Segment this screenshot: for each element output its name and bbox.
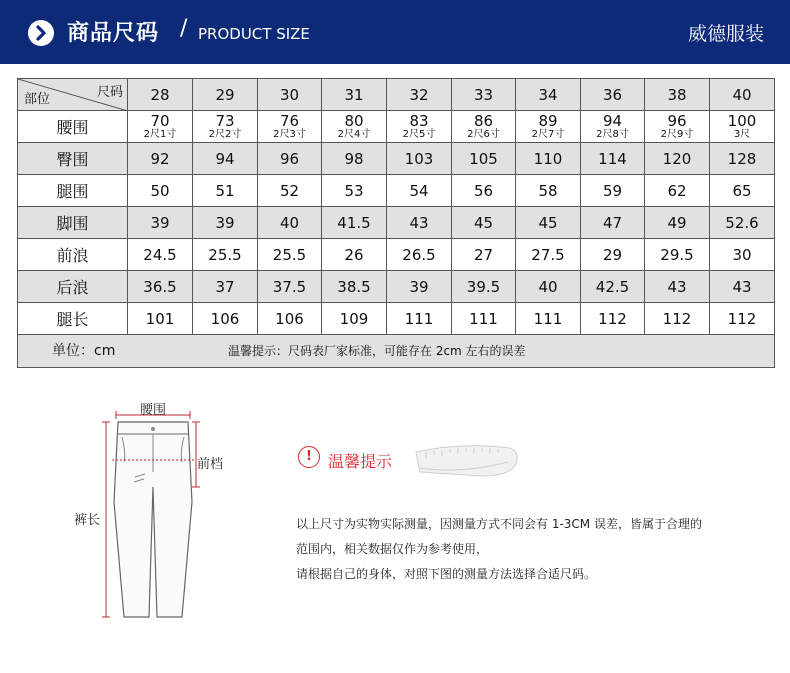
waist-cm-value: 73 xyxy=(215,111,235,130)
size-header-cell: 28 xyxy=(128,79,193,111)
table-cell: 27.5 xyxy=(516,239,581,271)
corner-size-label: 尺码 xyxy=(96,85,123,100)
table-cell: 50 xyxy=(128,175,193,207)
table-cell: 45 xyxy=(516,207,581,239)
section-subtitle: PRODUCT SIZE xyxy=(198,25,310,43)
table-cell: 106 xyxy=(193,303,258,335)
size-header-cell: 38 xyxy=(645,79,710,111)
waist-cm-value: 89 xyxy=(538,111,558,130)
size-header-cell: 32 xyxy=(387,79,452,111)
table-cell: 43 xyxy=(710,271,775,303)
table-cell: 111 xyxy=(452,303,516,335)
tape-measure-icon xyxy=(412,438,522,484)
table-cell: 112 xyxy=(710,303,775,335)
table-cell: 24.5 xyxy=(128,239,193,271)
waist-cm-value: 70 xyxy=(150,111,170,130)
table-cell: 54 xyxy=(387,175,452,207)
table-cell: 25.5 xyxy=(258,239,322,271)
table-footer-row xyxy=(18,335,775,368)
waist-cell xyxy=(322,111,387,143)
size-table xyxy=(17,78,775,368)
table-cell: 40 xyxy=(516,271,581,303)
table-cell: 112 xyxy=(645,303,710,335)
table-row xyxy=(18,271,775,303)
brand-name: 威德服装 xyxy=(687,23,764,45)
table-cell: 111 xyxy=(387,303,452,335)
rise-diagram-label: 前档 xyxy=(197,457,224,472)
table-cell: 101 xyxy=(128,303,193,335)
table-cell: 111 xyxy=(516,303,581,335)
table-row xyxy=(18,175,775,207)
length-diagram-label: 裤长 xyxy=(74,513,101,528)
table-cell: 27 xyxy=(452,239,516,271)
waist-cm-value: 96 xyxy=(667,111,687,130)
waist-cm-value: 94 xyxy=(602,111,623,130)
waist-row xyxy=(18,111,775,143)
table-cell: 37.5 xyxy=(258,271,322,303)
table-cell: 92 xyxy=(128,143,193,175)
table-row xyxy=(18,303,775,335)
table-cell: 120 xyxy=(645,143,710,175)
waist-cm-value: 100 xyxy=(727,111,757,130)
table-cell: 114 xyxy=(581,143,645,175)
waist-chinese-value: 2尺3寸 xyxy=(273,128,306,140)
table-cell: 62 xyxy=(645,175,710,207)
row-label: 脚围 xyxy=(18,207,128,239)
corner-part-label: 部位 xyxy=(24,92,51,107)
waist-cm-value: 76 xyxy=(279,111,300,130)
table-cell: 37 xyxy=(193,271,258,303)
table-footer xyxy=(18,335,775,368)
table-cell: 41.5 xyxy=(322,207,387,239)
header-banner xyxy=(0,0,790,64)
corner-cell xyxy=(18,79,128,111)
table-cell: 36.5 xyxy=(128,271,193,303)
table-cell: 56 xyxy=(452,175,516,207)
table-cell: 128 xyxy=(710,143,775,175)
table-cell: 26 xyxy=(322,239,387,271)
waist-chinese-value: 2尺1寸 xyxy=(143,128,177,140)
size-header-cell: 36 xyxy=(581,79,645,111)
table-cell: 43 xyxy=(645,271,710,303)
size-header-cell: 34 xyxy=(516,79,581,111)
waist-cell xyxy=(387,111,452,143)
table-cell: 112 xyxy=(581,303,645,335)
tip-line-2: 范围内，相关数据仅作为参考使用， xyxy=(296,542,489,556)
size-header-cell: 40 xyxy=(710,79,775,111)
tip-line-3: 请根据自己的身体，对照下图的测量方法选择合适尺码。 xyxy=(296,567,597,581)
table-cell: 39 xyxy=(387,271,452,303)
table-cell: 94 xyxy=(193,143,258,175)
table-cell: 29.5 xyxy=(645,239,710,271)
waist-cell xyxy=(645,111,710,143)
row-label: 前浪 xyxy=(18,239,128,271)
table-cell: 39 xyxy=(128,207,193,239)
table-cell: 29 xyxy=(581,239,645,271)
table-cell: 38.5 xyxy=(322,271,387,303)
size-header-cell: 30 xyxy=(258,79,322,111)
waist-cell xyxy=(710,111,775,143)
section-title: 商品尺码 xyxy=(67,21,160,46)
table-cell: 105 xyxy=(452,143,516,175)
chevron-right-icon xyxy=(28,20,54,46)
unit-label: 单位：cm xyxy=(52,343,116,359)
waist-cm-value: 86 xyxy=(473,111,494,130)
waist-chinese-value: 2尺2寸 xyxy=(208,128,242,140)
table-cell: 47 xyxy=(581,207,645,239)
table-cell: 39 xyxy=(193,207,258,239)
row-label: 后浪 xyxy=(18,271,128,303)
table-cell: 43 xyxy=(387,207,452,239)
waist-chinese-value: 3尺 xyxy=(733,128,751,140)
table-cell: 109 xyxy=(322,303,387,335)
table-cell: 49 xyxy=(645,207,710,239)
waist-cell xyxy=(193,111,258,143)
table-cell: 98 xyxy=(322,143,387,175)
table-cell: 45 xyxy=(452,207,516,239)
waist-cell xyxy=(258,111,322,143)
size-header-row xyxy=(18,79,775,111)
size-header-cell: 31 xyxy=(322,79,387,111)
table-cell: 52.6 xyxy=(710,207,775,239)
waist-cm-value: 83 xyxy=(409,111,429,130)
table-cell: 106 xyxy=(258,303,322,335)
table-cell: 26.5 xyxy=(387,239,452,271)
table-cell: 30 xyxy=(710,239,775,271)
waist-cell xyxy=(452,111,516,143)
waist-cm-value: 80 xyxy=(344,111,364,130)
table-cell: 65 xyxy=(710,175,775,207)
waist-chinese-value: 2尺6寸 xyxy=(467,128,500,140)
table-cell: 25.5 xyxy=(193,239,258,271)
table-cell: 42.5 xyxy=(581,271,645,303)
row-label: 臀围 xyxy=(18,143,128,175)
waist-cell xyxy=(516,111,581,143)
tip-title: 温馨提示 xyxy=(328,452,393,471)
table-cell: 103 xyxy=(387,143,452,175)
size-header-cell: 29 xyxy=(193,79,258,111)
tolerance-note: 温馨提示：尺码表厂家标准，可能存在 2cm 左右的误差 xyxy=(228,344,526,358)
waist-chinese-value: 2尺5寸 xyxy=(402,128,436,140)
table-cell: 59 xyxy=(581,175,645,207)
table-cell: 51 xyxy=(193,175,258,207)
size-header-cell: 33 xyxy=(452,79,516,111)
table-cell: 53 xyxy=(322,175,387,207)
row-label-waist: 腰围 xyxy=(18,111,128,143)
table-cell: 58 xyxy=(516,175,581,207)
exclamation-icon: ! xyxy=(298,446,320,468)
tip-line-1: 以上尺寸为实物实际测量，因测量方式不同会有 1-3CM 误差，皆属于合理的 xyxy=(296,517,702,531)
table-cell: 40 xyxy=(258,207,322,239)
waist-cell xyxy=(581,111,645,143)
waist-cell xyxy=(128,111,193,143)
table-cell: 39.5 xyxy=(452,271,516,303)
row-label: 腿长 xyxy=(18,303,128,335)
waist-chinese-value: 2尺9寸 xyxy=(660,128,694,140)
title-separator: / xyxy=(180,16,188,41)
table-row xyxy=(18,239,775,271)
waist-chinese-value: 2尺4寸 xyxy=(337,128,371,140)
row-label: 腿围 xyxy=(18,175,128,207)
table-cell: 110 xyxy=(516,143,581,175)
waist-diagram-label: 腰围 xyxy=(140,403,167,418)
table-cell: 96 xyxy=(258,143,322,175)
waist-chinese-value: 2尺7寸 xyxy=(531,128,565,140)
table-cell: 52 xyxy=(258,175,322,207)
table-row xyxy=(18,207,775,239)
table-row xyxy=(18,143,775,175)
waist-chinese-value: 2尺8寸 xyxy=(596,128,629,140)
